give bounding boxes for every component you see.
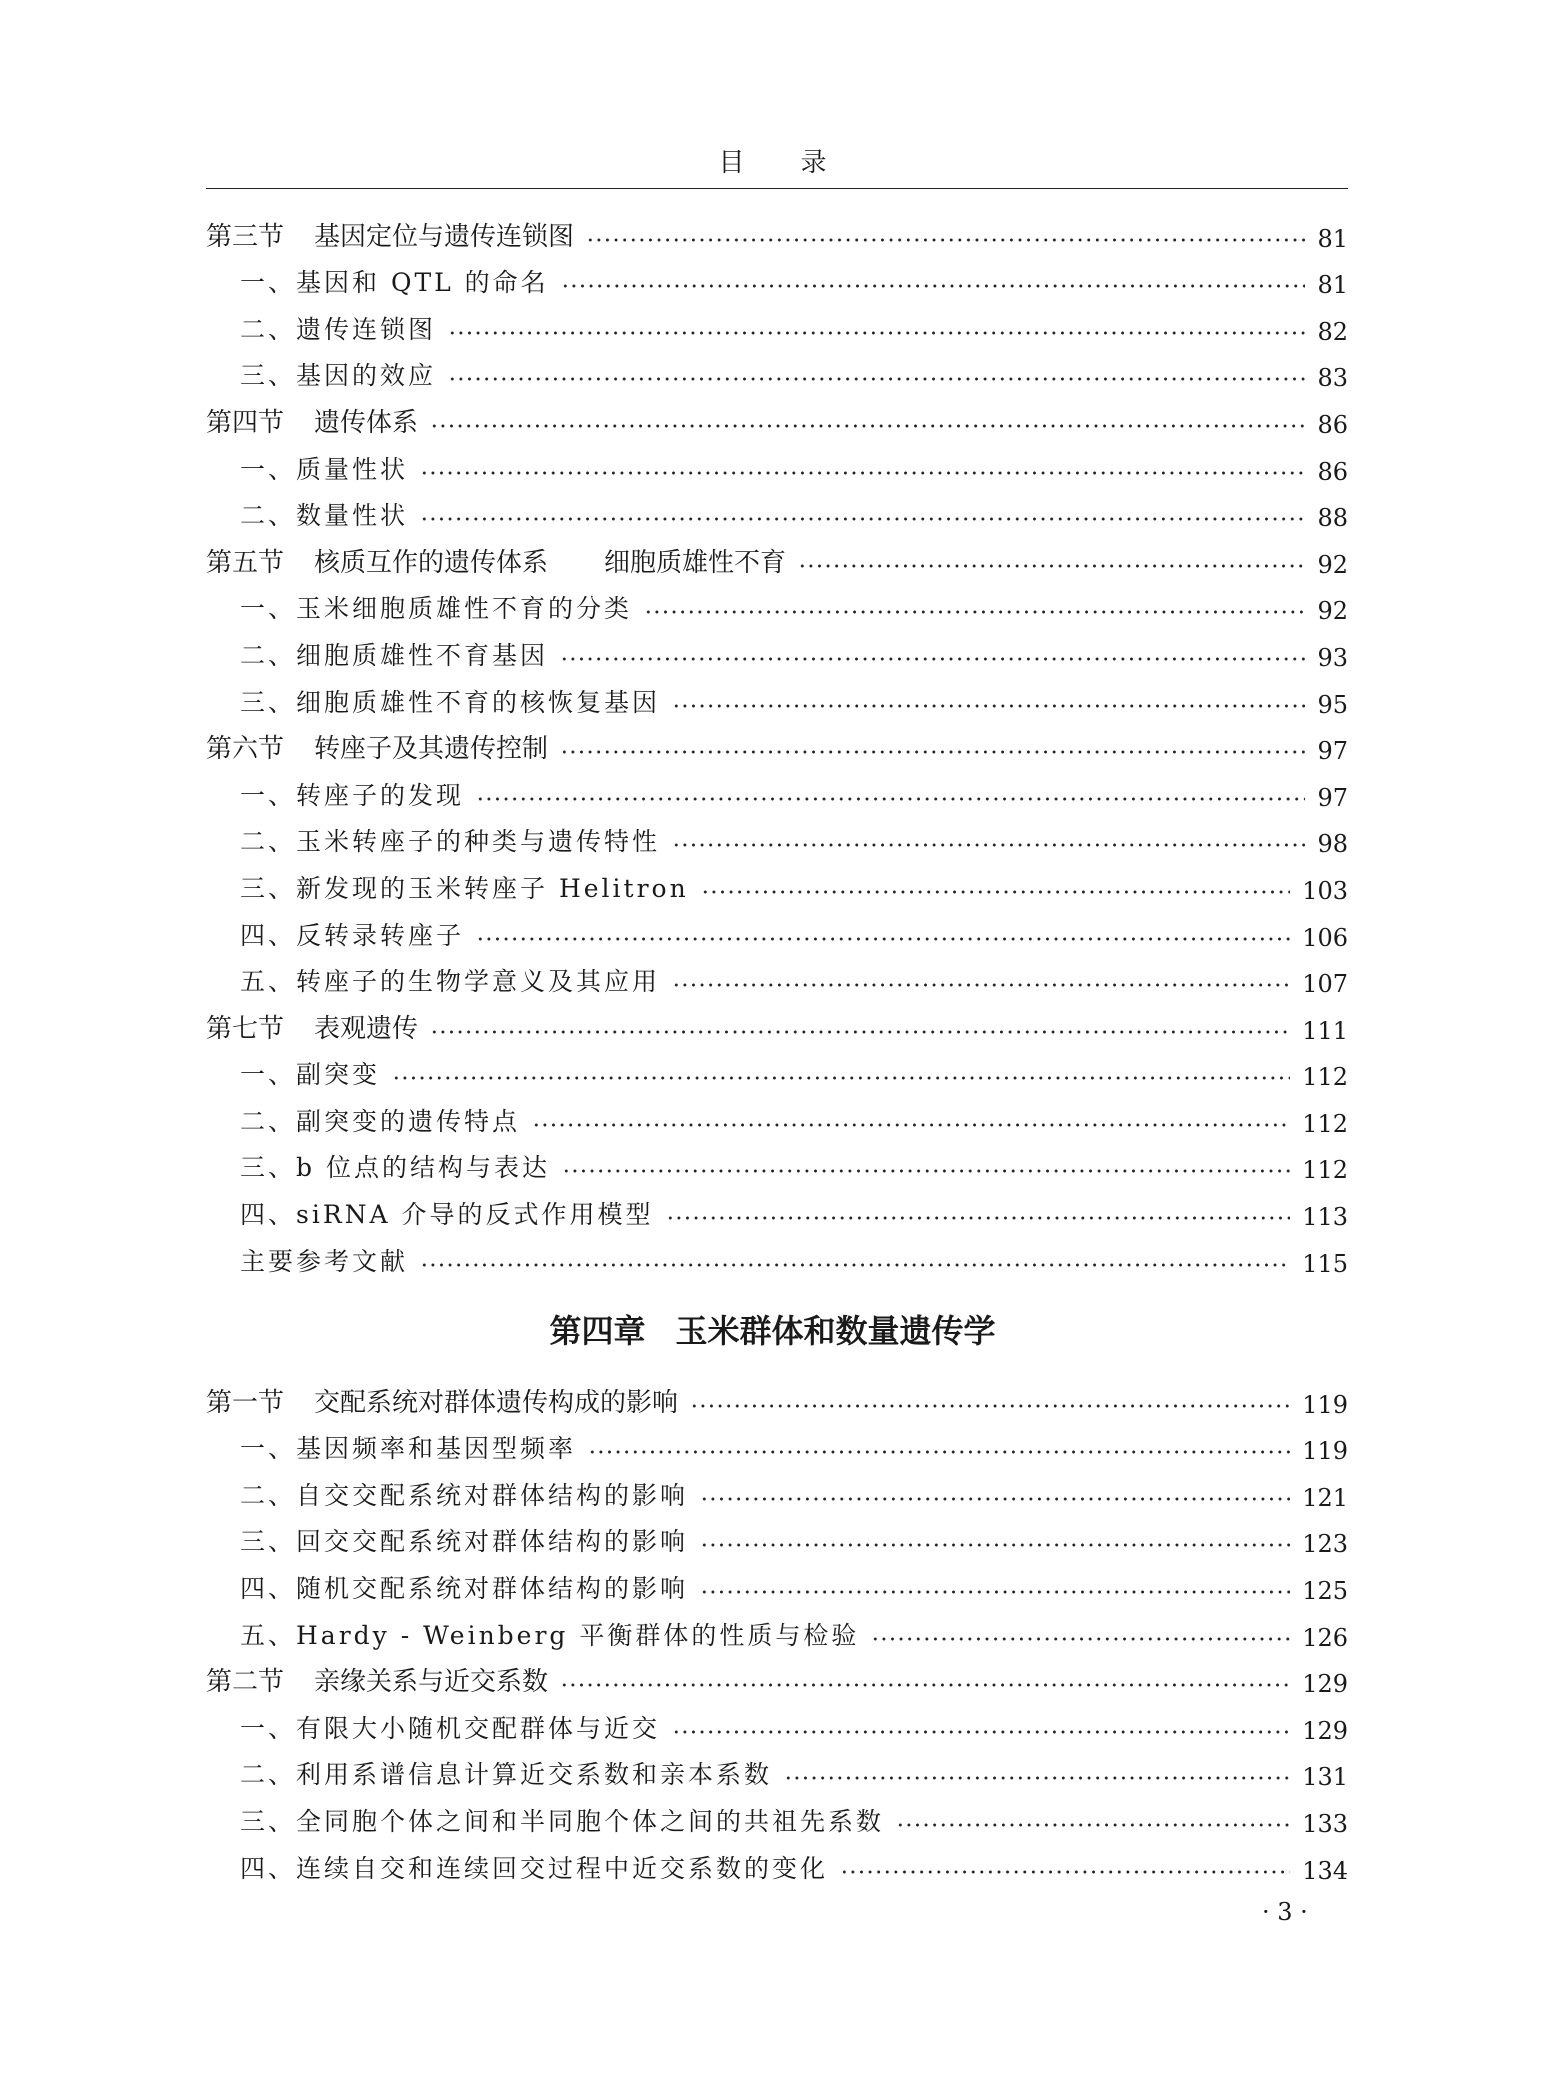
section-label: 第二节 [206, 1667, 285, 1698]
toc-section-entry[interactable] [206, 1652, 1348, 1699]
entry-title: 一、玉米细胞质雄性不育的分类 [240, 594, 633, 624]
toc-subentry[interactable] [206, 765, 1348, 812]
toc-subentry[interactable] [206, 858, 1348, 905]
entry-page-number: 82 [1317, 317, 1348, 346]
entry-title: 一、质量性状 [240, 454, 409, 484]
section-label: 第六节 [206, 734, 285, 765]
dot-leader [448, 374, 1305, 384]
entry-page-number: 95 [1317, 690, 1348, 719]
toc-section-entry[interactable] [206, 206, 1348, 253]
chapter-heading [0, 1306, 1545, 1352]
entry-page-number: 92 [1317, 597, 1348, 626]
dot-leader [701, 887, 1291, 897]
toc-subentry[interactable] [206, 1184, 1348, 1231]
dot-leader [672, 980, 1290, 990]
chapter-title: 玉米群体和数量遗传学 [675, 1312, 996, 1350]
dot-leader [644, 607, 1305, 617]
toc-section-entry[interactable] [206, 998, 1348, 1045]
entry-page-number: 119 [1302, 1437, 1348, 1466]
entry-page-number: 125 [1302, 1576, 1348, 1605]
toc-subentry[interactable] [206, 672, 1348, 719]
entry-title: 三、全同胞个体之间和半同胞个体之间的共祖先系数 [240, 1806, 885, 1836]
toc-subentry[interactable] [206, 812, 1348, 859]
section-label: 第五节 [206, 547, 285, 578]
dot-leader [784, 1773, 1290, 1783]
header-rule [206, 188, 1348, 189]
entry-title: 二、数量性状 [240, 501, 409, 531]
entry-title: 二、细胞质雄性不育基因 [240, 640, 549, 670]
toc-subentry[interactable] [206, 1465, 1348, 1512]
entry-title: 表观遗传 [314, 1013, 419, 1044]
dot-leader [560, 1680, 1290, 1690]
entry-title: 三、回交交配系统对群体结构的影响 [240, 1527, 689, 1557]
dot-leader [562, 1166, 1290, 1176]
dot-leader [420, 1260, 1290, 1270]
entry-title: 五、转座子的生物学意义及其应用 [240, 967, 661, 997]
entry-title: 一、有限大小随机交配群体与近交 [240, 1713, 661, 1743]
entry-title: 三、基因的效应 [240, 361, 437, 391]
dot-leader [430, 1027, 1290, 1037]
entry-page-number: 133 [1302, 1809, 1348, 1838]
dot-leader [798, 561, 1305, 571]
dot-leader [532, 1120, 1290, 1130]
entry-title: 一、基因和 QTL 的命名 [240, 268, 549, 298]
toc-subentry[interactable] [206, 905, 1348, 952]
entry-title: 一、转座子的发现 [240, 780, 465, 810]
entry-page-number: 126 [1302, 1623, 1348, 1652]
running-header [0, 142, 1545, 179]
entry-title: 基因定位与遗传连锁图 [314, 221, 575, 252]
dot-leader [448, 328, 1305, 338]
entry-title: 一、基因频率和基因型频率 [240, 1434, 577, 1464]
entry-page-number: 81 [1317, 224, 1348, 253]
entry-page-number: 97 [1317, 737, 1348, 766]
toc-subentry[interactable] [206, 1138, 1348, 1185]
toc-subentry[interactable] [206, 1231, 1348, 1278]
section-label: 第四节 [206, 407, 285, 438]
toc-subentry[interactable] [206, 1698, 1348, 1745]
dot-leader [700, 1540, 1290, 1550]
entry-title: 主要参考文献 [240, 1246, 409, 1276]
entry-title: 五、Hardy - Weinberg 平衡群体的性质与检验 [240, 1620, 860, 1650]
toc-subentry[interactable] [206, 1745, 1348, 1792]
toc-subentry[interactable] [206, 625, 1348, 672]
section-label: 第一节 [206, 1387, 285, 1418]
toc-block-chapter3 [206, 206, 1348, 1278]
entry-page-number: 93 [1317, 643, 1348, 672]
dot-leader [476, 934, 1290, 944]
entry-page-number: 131 [1302, 1763, 1348, 1792]
toc-section-entry[interactable] [206, 392, 1348, 439]
entry-page-number: 119 [1302, 1390, 1348, 1419]
dot-leader [700, 1494, 1290, 1504]
toc-subentry[interactable] [206, 253, 1348, 300]
toc-subentry[interactable] [206, 439, 1348, 486]
entry-page-number: 111 [1302, 1016, 1348, 1045]
entry-title: 二、自交交配系统对群体结构的影响 [240, 1480, 689, 1510]
entry-title: 转座子及其遗传控制 [314, 734, 549, 765]
entry-title: 二、利用系谱信息计算近交系数和亲本系数 [240, 1760, 773, 1790]
toc-subentry[interactable] [206, 1605, 1348, 1652]
dot-leader [666, 1213, 1291, 1223]
entry-page-number: 112 [1302, 1156, 1348, 1185]
dot-leader [560, 747, 1305, 757]
toc-subentry[interactable] [206, 486, 1348, 533]
toc-section-entry[interactable] [206, 532, 1348, 579]
entry-subtitle: 细胞质雄性不育 [604, 547, 787, 578]
entry-page-number: 123 [1302, 1530, 1348, 1559]
entry-title: 二、副突变的遗传特点 [240, 1106, 521, 1136]
entry-page-number: 134 [1302, 1856, 1348, 1885]
entry-title: 二、遗传连锁图 [240, 314, 437, 344]
header-title-a: 目 [718, 148, 745, 178]
dot-leader [586, 235, 1305, 245]
entry-page-number: 88 [1317, 504, 1348, 533]
entry-page-number: 86 [1317, 457, 1348, 486]
dot-leader [560, 654, 1305, 664]
toc-subentry[interactable] [206, 299, 1348, 346]
section-label: 第三节 [206, 221, 285, 252]
entry-title: 四、随机交配系统对群体结构的影响 [240, 1573, 689, 1603]
entry-page-number: 107 [1302, 970, 1348, 999]
toc-subentry[interactable] [206, 579, 1348, 626]
dot-leader [672, 840, 1305, 850]
entry-page-number: 129 [1302, 1716, 1348, 1745]
toc-block-chapter4 [206, 1372, 1348, 1885]
entry-page-number: 129 [1302, 1670, 1348, 1699]
entry-page-number: 83 [1317, 364, 1348, 393]
entry-page-number: 97 [1317, 783, 1348, 812]
entry-title: 四、连续自交和连续回交过程中近交系数的变化 [240, 1853, 829, 1883]
entry-page-number: 98 [1317, 830, 1348, 859]
dot-leader [476, 794, 1305, 804]
toc-section-entry[interactable] [206, 1372, 1348, 1419]
page-number: · 3 · [1262, 1898, 1308, 1926]
dot-leader [896, 1820, 1290, 1830]
entry-page-number: 112 [1302, 1063, 1348, 1092]
toc-subentry[interactable] [206, 1091, 1348, 1138]
dot-leader [420, 468, 1305, 478]
dot-leader [700, 1587, 1290, 1597]
entry-page-number: 86 [1317, 410, 1348, 439]
entry-page-number: 113 [1302, 1203, 1348, 1232]
dot-leader [430, 421, 1305, 431]
dot-leader [561, 281, 1306, 291]
dot-leader [840, 1867, 1290, 1877]
toc-subentry[interactable] [206, 1558, 1348, 1605]
chapter-label: 第四章 [549, 1312, 646, 1350]
entry-page-number: 115 [1302, 1249, 1348, 1278]
entry-title: 三、b 位点的结构与表达 [240, 1153, 550, 1183]
toc-subentry[interactable] [206, 952, 1348, 999]
entry-title: 四、反转录转座子 [240, 920, 465, 950]
entry-title: 四、siRNA 介导的反式作用模型 [240, 1200, 654, 1230]
entry-title: 一、副突变 [240, 1060, 381, 1090]
dot-leader [871, 1634, 1290, 1644]
toc-subentry[interactable] [206, 1512, 1348, 1559]
toc-section-entry[interactable] [206, 719, 1348, 766]
toc-subentry[interactable] [206, 346, 1348, 393]
entry-page-number: 121 [1302, 1483, 1348, 1512]
entry-page-number: 112 [1302, 1109, 1348, 1138]
entry-title: 二、玉米转座子的种类与遗传特性 [240, 827, 661, 857]
entry-page-number: 92 [1317, 550, 1348, 579]
dot-leader [690, 1401, 1290, 1411]
toc-subentry[interactable] [206, 1419, 1348, 1466]
dot-leader [672, 1727, 1290, 1737]
entry-title: 亲缘关系与近交系数 [314, 1667, 549, 1698]
entry-title: 三、细胞质雄性不育的核恢复基因 [240, 687, 661, 717]
header-title-b: 录 [800, 148, 827, 178]
toc-subentry[interactable] [206, 1045, 1348, 1092]
entry-page-number: 106 [1302, 923, 1348, 952]
entry-title: 三、新发现的玉米转座子 Helitron [240, 873, 689, 903]
entry-title: 交配系统对群体遗传构成的影响 [314, 1387, 679, 1418]
toc-subentry[interactable] [206, 1838, 1348, 1885]
section-label: 第七节 [206, 1013, 285, 1044]
entry-page-number: 81 [1317, 271, 1348, 300]
entry-title: 核质互作的遗传体系 [314, 547, 549, 578]
toc-subentry[interactable] [206, 1791, 1348, 1838]
dot-leader [392, 1073, 1290, 1083]
dot-leader [588, 1447, 1290, 1457]
entry-page-number: 103 [1302, 876, 1348, 905]
dot-leader [420, 514, 1305, 524]
entry-title: 遗传体系 [314, 407, 419, 438]
dot-leader [672, 701, 1305, 711]
